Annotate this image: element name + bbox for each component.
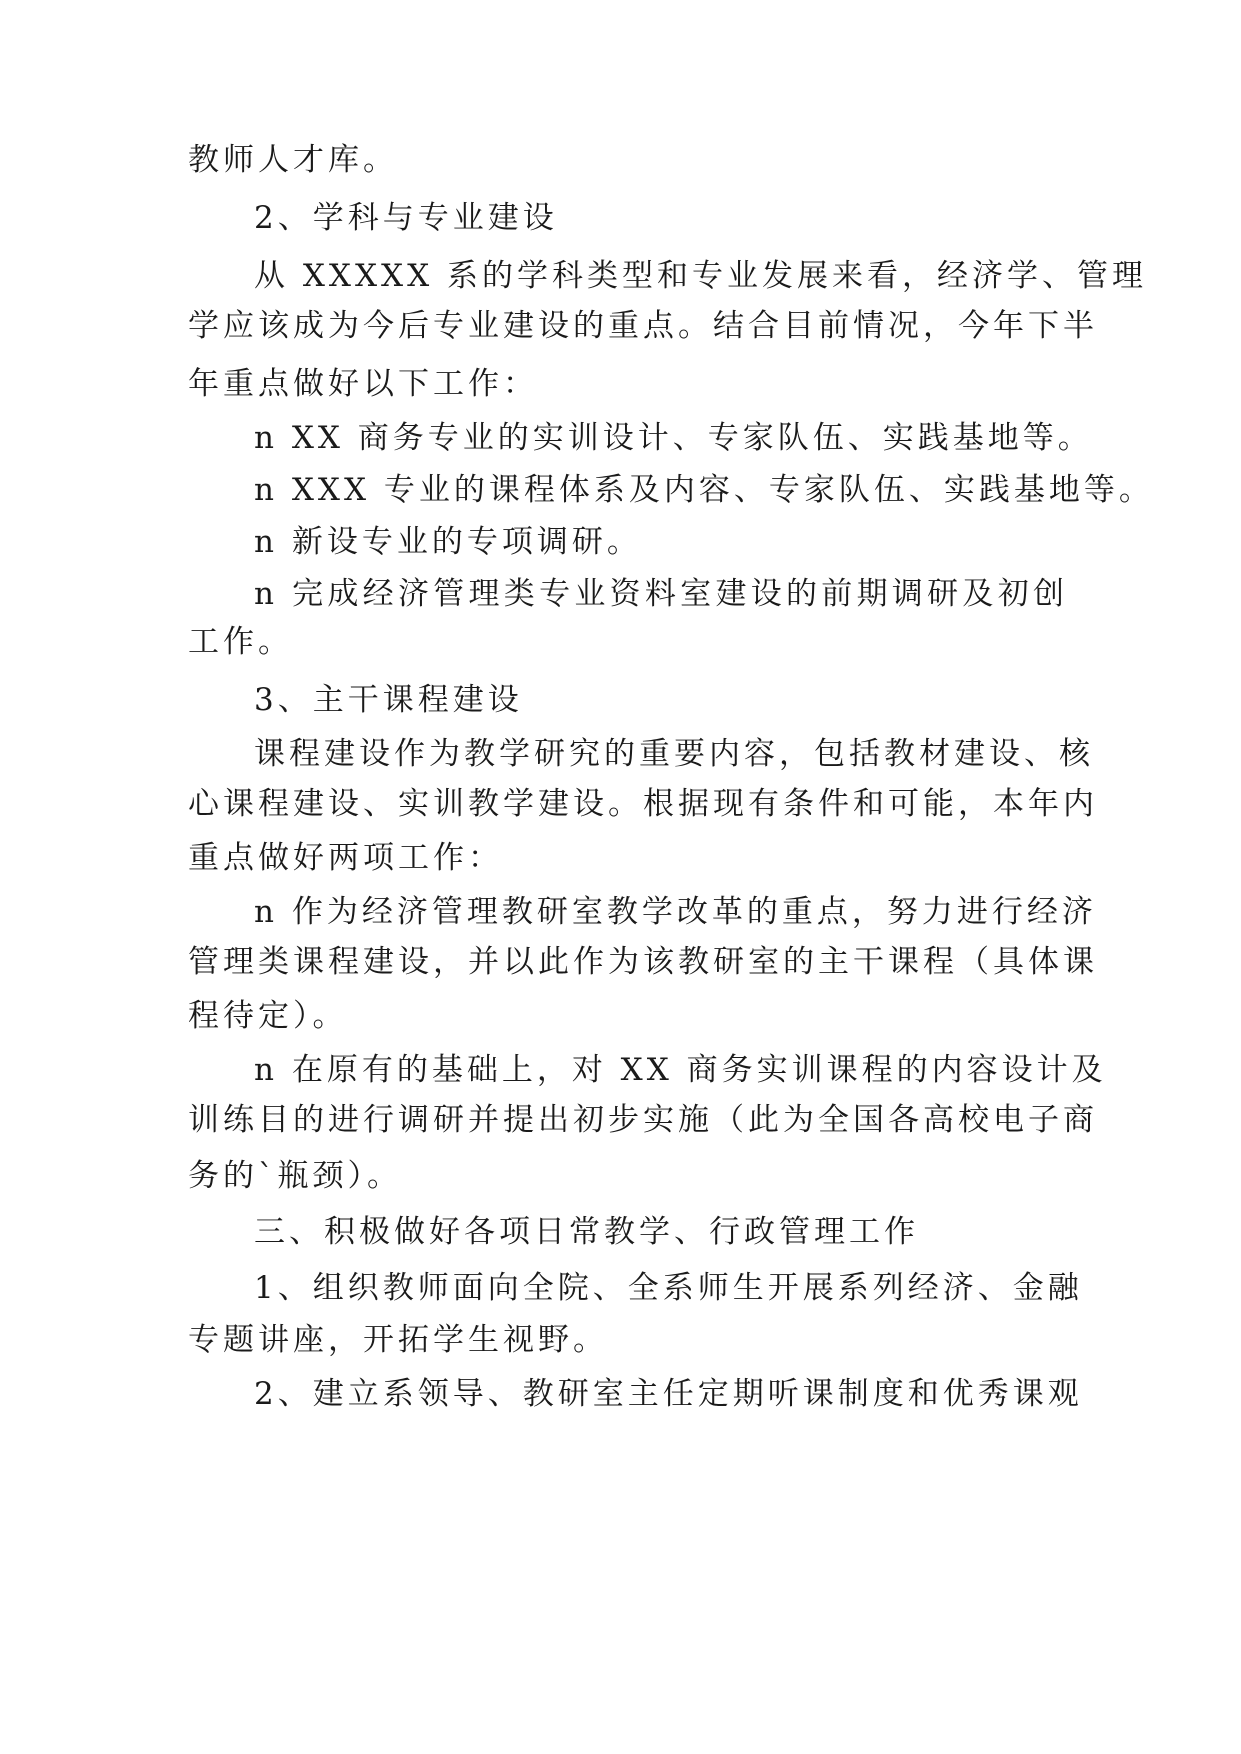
text-line: 1、组织教师面向全院、全系师生开展系列经济、金融 — [254, 1270, 1083, 1306]
text-line: 年重点做好以下工作： — [188, 366, 538, 402]
text-line: 2、建立系领导、教研室主任定期听课制度和优秀课观 — [254, 1376, 1083, 1412]
text-line: 程待定）。 — [188, 998, 348, 1034]
text-line: 管理类课程建设，并以此作为该教研室的主干课程（具体课 — [188, 944, 1098, 980]
text-line: 学应该成为今后专业建设的重点。结合目前情况，今年下半 — [188, 308, 1098, 344]
list-item: n 作为经济管理教研室教学改革的重点，努力进行经济 — [254, 894, 1097, 930]
list-item: n XXX 专业的课程体系及内容、专家队伍、实践基地等。 — [254, 472, 1154, 508]
text-line: 教师人才库。 — [188, 142, 398, 178]
list-item: n XX 商务专业的实训设计、专家队伍、实践基地等。 — [254, 420, 1093, 456]
list-item: n 完成经济管理类专业资料室建设的前期调研及初创 — [254, 576, 1068, 612]
text-line: 务的`瓶颈）。 — [188, 1158, 402, 1194]
text-line: 训练目的进行调研并提出初步实施（此为全国各高校电子商 — [188, 1102, 1098, 1138]
text-line: 课程建设作为教学研究的重要内容，包括教材建设、核 — [254, 736, 1094, 772]
text-line: 工作。 — [188, 624, 293, 660]
text-line: 专题讲座，开拓学生视野。 — [188, 1322, 608, 1358]
list-item: n 在原有的基础上，对 XX 商务实训课程的内容设计及 — [254, 1052, 1107, 1088]
text-line: 从 XXXXX 系的学科类型和专业发展来看，经济学、管理 — [254, 258, 1148, 294]
section-heading: 3、主干课程建设 — [254, 682, 523, 718]
section-heading: 2、学科与专业建设 — [254, 200, 558, 236]
list-item: n 新设专业的专项调研。 — [254, 524, 642, 560]
section-heading: 三、积极做好各项日常教学、行政管理工作 — [254, 1214, 919, 1250]
text-line: 重点做好两项工作： — [188, 840, 503, 876]
text-line: 心课程建设、实训教学建设。根据现有条件和可能，本年内 — [188, 786, 1098, 822]
